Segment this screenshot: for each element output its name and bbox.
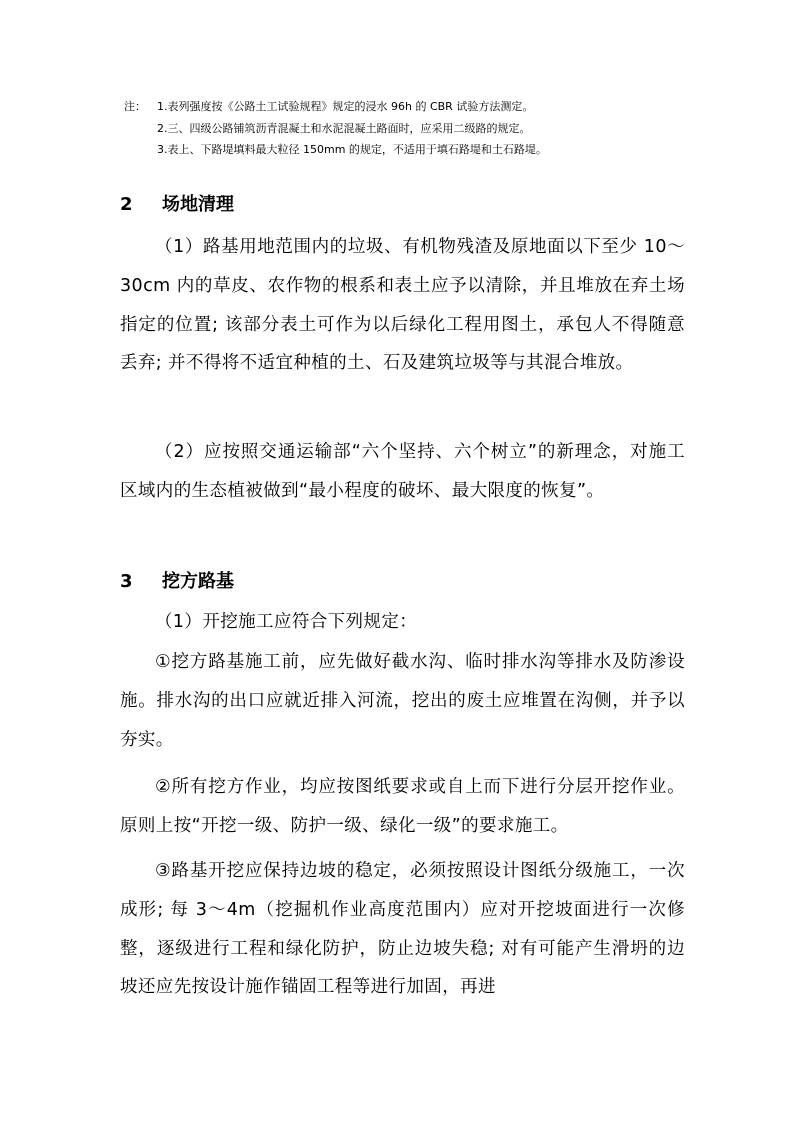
paragraph: ③路基开挖应保持边坡的稳定，必须按照设计图纸分级施工，一次成形; 每 3～4m（挖掘机作业高度范围内）应对开挖坡面进行一次修整，逐级进行工程和绿化防护，防止边坡失稳; 对有可能产生滑坍的边坡还应先按设计施作锚固工程等进行加固，再进 bbox=[120, 861, 685, 998]
paragraph: ②所有挖方作业，均应按图纸要求或自上而下进行分层开挖作业。原则上按“开挖一级、防护一级、绿化一级”的要求施工。 bbox=[120, 777, 685, 836]
paragraph: （1）路基用地范围内的垃圾、有机物残渣及原地面以下至少 10～30cm 内的草皮、农作物的根系和表土应予以清除，并且堆放在弃土场指定的位置; 该部分表土可作为以后绿化工程用图土，承包人不得随意丢弃; 并不得将不适宜种植的土、石及建筑垃圾等与其混合堆放。 bbox=[120, 237, 685, 374]
section-number: 2 bbox=[120, 194, 133, 215]
note-prefix: 注： bbox=[124, 100, 146, 113]
note-item bbox=[124, 139, 684, 161]
paragraph: （1）开挖施工应符合下列规定： bbox=[155, 612, 418, 632]
section-heading-excavation-subgrade bbox=[120, 567, 680, 593]
section-title: 场地清理 bbox=[162, 194, 234, 215]
section-heading-site-clearing bbox=[120, 190, 680, 216]
note-text: 2.三、四级公路铺筑沥青混凝土和水泥混凝土路面时，应采用二级路的规定。 bbox=[157, 121, 531, 135]
note-item bbox=[124, 96, 684, 118]
table-notes bbox=[124, 96, 684, 161]
section-number: 3 bbox=[120, 571, 133, 592]
note-item bbox=[124, 118, 684, 140]
section-title: 挖方路基 bbox=[162, 571, 234, 592]
paragraph: ①挖方路基施工前，应先做好截水沟、临时排水沟等排水及防渗设施。排水沟的出口应就近排入河流，挖出的废土应堆置在沟侧，并予以夯实。 bbox=[120, 652, 685, 750]
note-text: 3.表上、下路堤填料最大粒径 150mm 的规定，不适用于填石路堤和土石路堤。 bbox=[157, 143, 547, 156]
paragraph: （2）应按照交通运输部“六个坚持、六个树立”的新理念，对施工区域内的生态植被做到“最小程度的破坏、最大限度的恢复”。 bbox=[120, 442, 685, 501]
note-text: 1.表列强度按《公路土工试验规程》规定的浸水 96h 的 CBR 试验方法测定。 bbox=[157, 100, 534, 113]
